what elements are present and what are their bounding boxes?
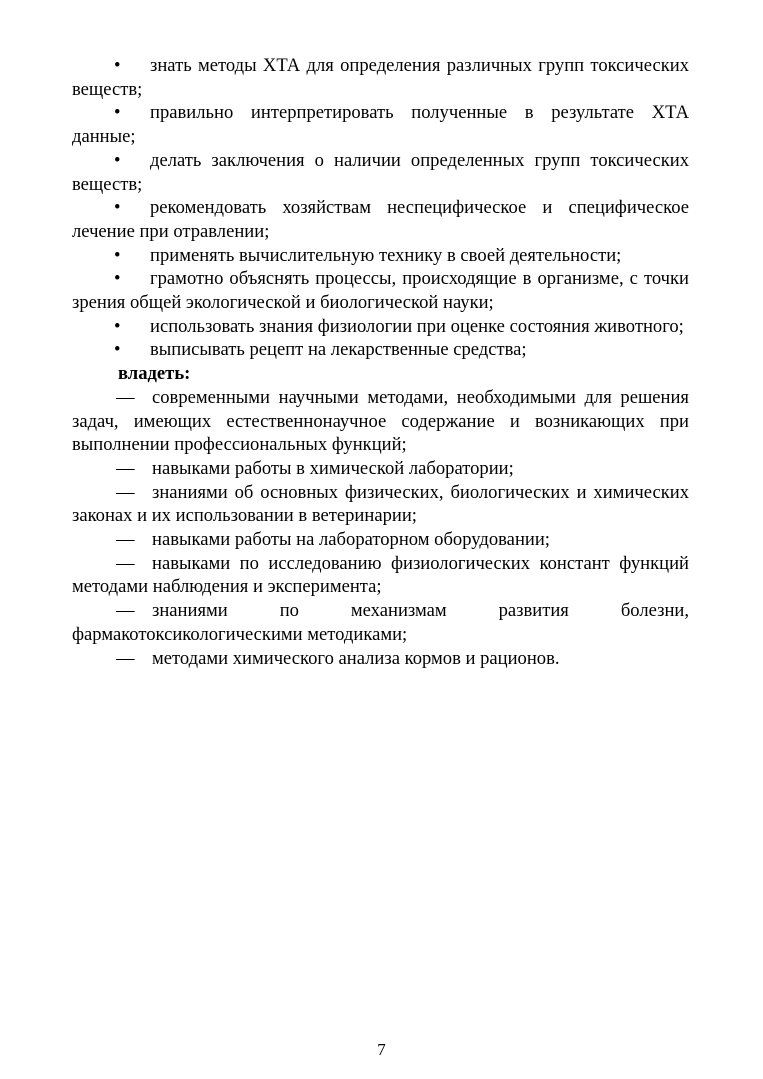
dash-item-text: знаниями по механизмам развития болезни, фармакотоксикологическими методиками; — [72, 600, 689, 645]
dash-item — [72, 386, 689, 457]
bullet-item-text: рекомендовать хозяйствам неспецифическое и специфическое лечение при отравлении; — [72, 197, 689, 242]
bullet-item — [72, 196, 689, 243]
bullet-icon: • — [114, 149, 121, 171]
dash-icon: — — [116, 552, 135, 574]
dash-icon: — — [116, 647, 135, 669]
dash-icon: — — [116, 529, 135, 551]
bullet-item-text: делать заключения о наличии определенных групп токсических веществ; — [72, 149, 689, 195]
dash-item — [72, 457, 689, 481]
bullet-item — [72, 267, 689, 314]
section-heading: владеть: — [118, 363, 191, 385]
bullet-icon: • — [114, 197, 121, 219]
bullet-item — [72, 54, 689, 101]
bullet-icon: • — [114, 339, 121, 361]
bullet-item-text: грамотно объяснять процессы, происходящие в организме, с точки зрения общей экологической и биологической науки; — [72, 268, 689, 314]
bullet-item-text: знать методы ХТА для определения различных групп токсических веществ; — [72, 55, 689, 100]
dash-item-text: методами химического анализа кормов и рационов. — [152, 647, 560, 669]
dash-item — [72, 599, 689, 646]
bullet-item — [72, 338, 689, 362]
dash-item — [72, 481, 689, 528]
dash-item-text: знаниями об основных физических, биологических и химических законах и их использовании в ветеринарии; — [72, 481, 689, 527]
page-body — [72, 54, 689, 670]
dash-item-text: навыками работы на лабораторном оборудовании; — [152, 529, 550, 551]
bullet-icon: • — [114, 268, 121, 290]
dash-item — [72, 552, 689, 599]
bullet-item — [72, 101, 689, 148]
dash-icon: — — [116, 600, 135, 622]
bullet-item — [72, 149, 689, 196]
bullet-item-text: применять вычислительную технику в своей деятельности; — [150, 244, 622, 266]
bullet-item — [72, 315, 689, 339]
dash-item — [72, 528, 689, 552]
bullet-item-text: выписывать рецепт на лекарственные средства; — [150, 339, 527, 361]
bullet-icon: • — [114, 55, 121, 76]
dash-icon: — — [116, 457, 135, 479]
bullet-item-text: правильно интерпретировать полученные в результате ХТА данные; — [72, 102, 689, 148]
bullet-icon: • — [114, 244, 121, 266]
bullet-icon: • — [114, 102, 121, 124]
bullet-item — [72, 244, 689, 268]
dash-item-text: навыками работы в химической лаборатории; — [152, 457, 514, 479]
dash-item — [72, 647, 689, 671]
bullet-icon: • — [114, 315, 121, 337]
dash-icon: — — [116, 386, 135, 408]
dash-item-text: навыками по исследованию физиологических констант функций методами наблюдения и эксперимента; — [72, 552, 689, 598]
dash-item-text: современными научными методами, необходимыми для решения задач, имеющих естественнонаучное содержание и возникающих при выполнении профессиональных функций; — [72, 386, 689, 456]
bullet-item-text: использовать знания физиологии при оценке состояния животного; — [150, 315, 684, 337]
page-number: 7 — [377, 1040, 386, 1059]
dash-icon: — — [116, 481, 135, 503]
